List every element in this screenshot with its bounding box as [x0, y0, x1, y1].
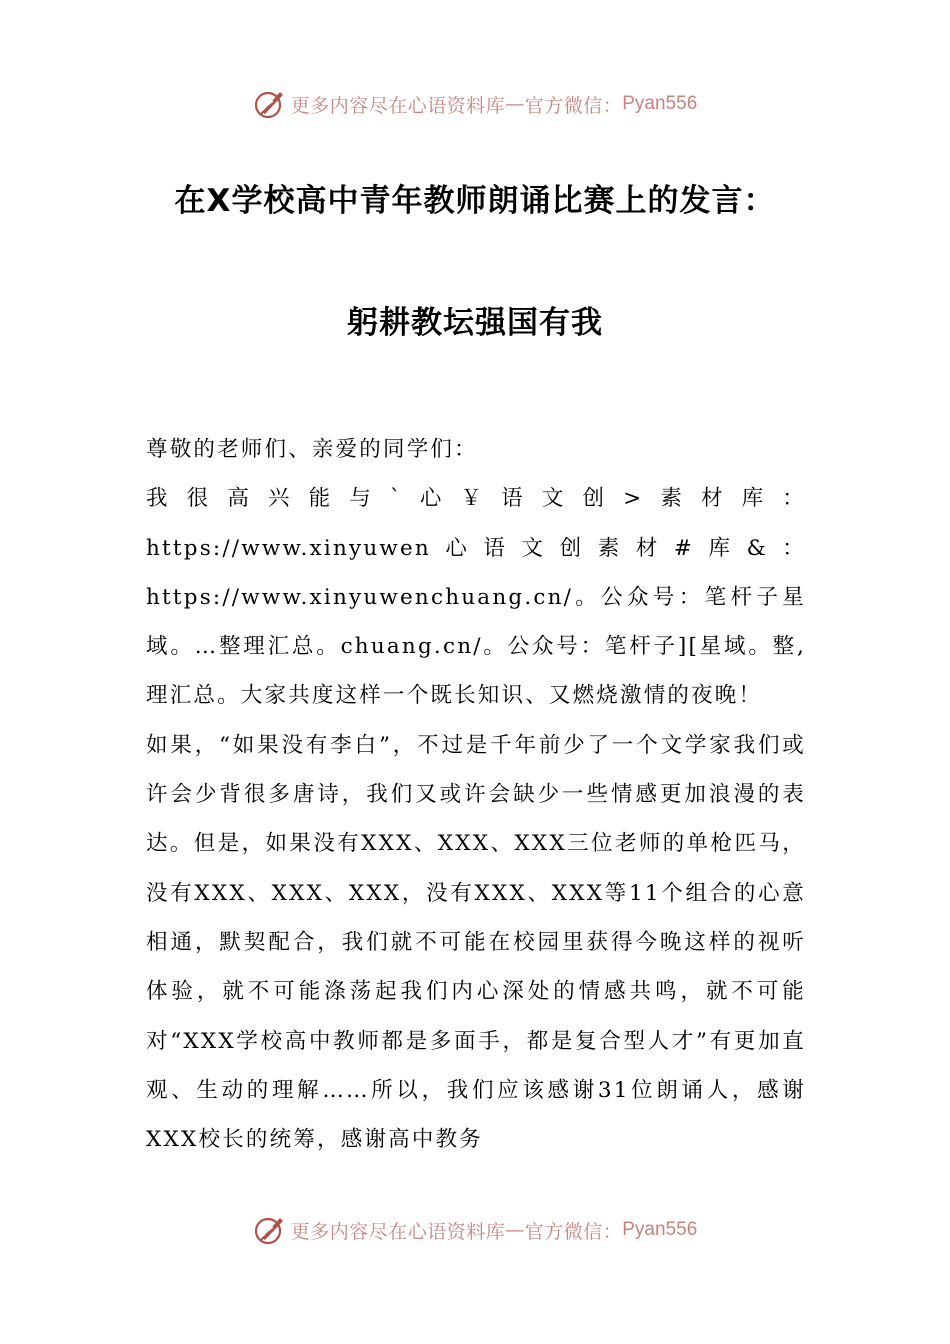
footer-watermark [0, 1208, 950, 1252]
paragraph-opening: 我很高兴能与`心￥语文创>素材库：https://www.xinyuwen心语文创素材#库&：https://www.xinyuwenchuang.cn/。公众号：笔杆子星域。…整理汇总。chuang.cn/。公众号：笔杆子][星域。整,理汇总。大家共度这样一个既长知识、又燃烧激情的夜晚！ [146, 486, 806, 709]
document-title: 在X学校高中青年教师朗诵比赛上的发言： [174, 183, 776, 219]
document-subtitle: 躬耕教坛强国有我 [347, 305, 603, 341]
watermark-separator: — [505, 93, 525, 115]
watermark-suffix: 官方微信： [524, 94, 623, 117]
watermark-text: 更多内容尽在心语资料库 [290, 94, 506, 117]
header-watermark [0, 82, 950, 126]
watermark-wechat-id: Pyan556 [622, 93, 698, 114]
feather-pen-circle-icon [253, 1213, 287, 1247]
document-body [146, 425, 806, 1164]
watermark-separator: — [505, 1219, 525, 1241]
feather-pen-circle-icon [253, 87, 287, 121]
paragraph-salutation: 尊敬的老师们、亲爱的同学们： [146, 437, 478, 462]
watermark-suffix: 官方微信： [524, 1220, 623, 1243]
paragraph-main: 如果，“如果没有李白”，不过是千年前少了一个文学家我们或许会少背很多唐诗，我们又或许会缺少一些情感更加浪漫的表达。但是，如果没有XXX、XXX、XXX三位老师的单枪匹马，没有XXX、XXX、XXX，没有XXX、XXX等11个组合的心意相通，默契配合，我们就不可能在校园里获得今晚这样的视听体验，就不可能涤荡起我们内心深处的情感共鸣，就不可能对“XXX学校高中教师都是多面手，都是复合型人才”有更加直观、生动的理解……所以，我们应该感谢31位朗诵人，感谢XXX校长的统筹，感谢高中教务 [146, 732, 806, 1153]
watermark-text: 更多内容尽在心语资料库 [290, 1220, 506, 1243]
watermark-wechat-id: Pyan556 [622, 1219, 698, 1240]
